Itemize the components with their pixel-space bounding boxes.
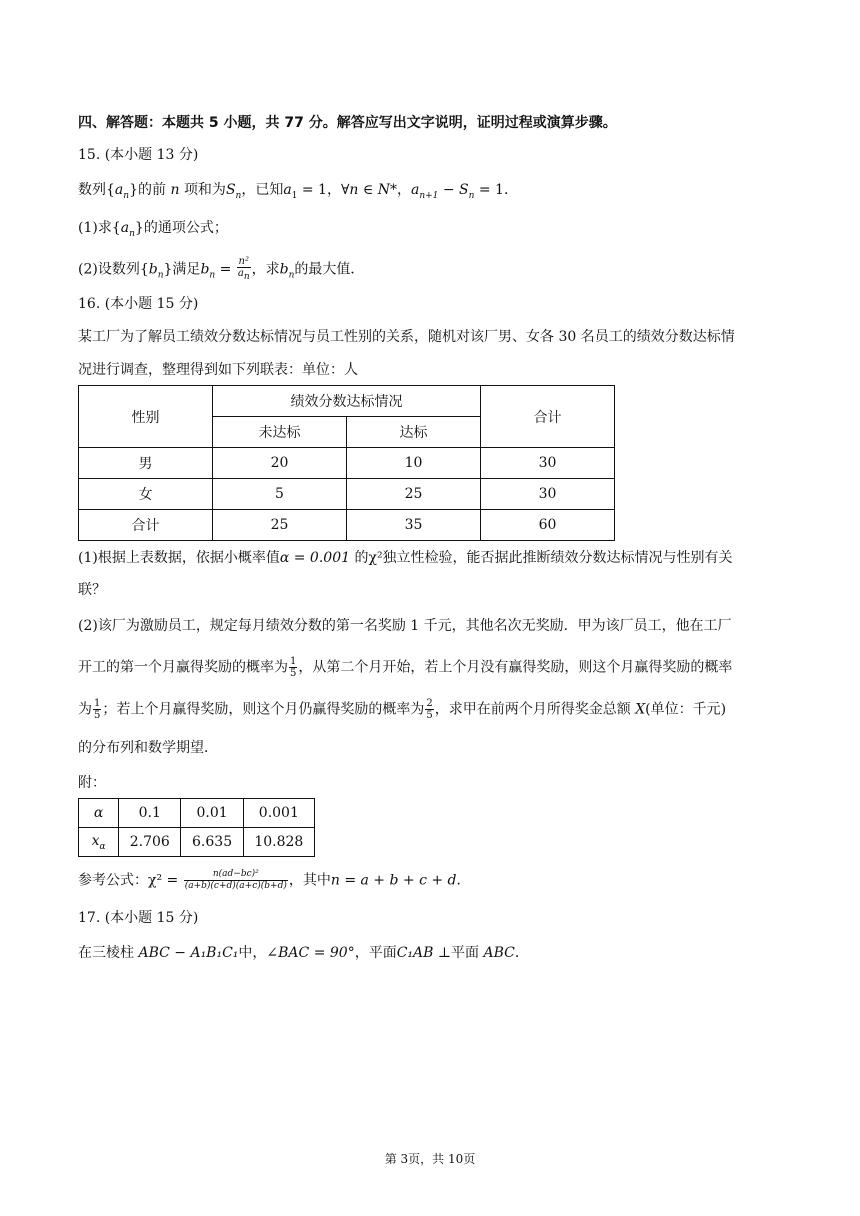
- q15-fraction: $\frac{\text{n²}}{a_n}$: [237, 256, 250, 282]
- q16-part2-line1: (2)该厂为激励员工，规定每月绩效分数的第一名奖励 1 千元，其他名次无奖励．甲为该厂员工，他在工厂: [78, 618, 732, 634]
- header-not-met: 未达标: [213, 417, 347, 448]
- table-row: 合计 25 35 60: [79, 510, 615, 541]
- q16-part1-line1: (1)根据上表数据，依据小概率值α = 0.001 的χ²独立性检验，能否据此推断绩效分数达标情况与性别有关: [78, 550, 733, 566]
- q15-part1: (1)求$\{a_n\}$的通项公式；: [78, 220, 228, 239]
- table-row: $x_\alpha$ 2.706 6.635 10.828: [79, 828, 315, 857]
- q15-title: 15. (本小题 13 分): [78, 147, 199, 163]
- q16-title: 16. (本小题 15 分): [78, 296, 199, 312]
- table-row: α 0.1 0.01 0.001: [79, 799, 315, 828]
- contingency-table: [78, 385, 615, 541]
- page-footer: 第 3页，共 10页: [384, 1152, 476, 1166]
- reference-formula: 参考公式：χ² = $\frac{\text{n(ad−bc)²}}{(a+b)(c+d)(a+c)(b+d)}$ ，其中n = a + b + c + d．: [78, 869, 471, 891]
- header-performance: 绩效分数达标情况: [213, 386, 481, 417]
- q16-stem-line1: 某工厂为了解员工绩效分数达标情况与员工性别的关系，随机对该厂男、女各 30 名员工的绩效分数达标情: [78, 329, 735, 345]
- q17-stem: 在三棱柱 ABC − A₁B₁C₁中，∠BAC = 90°，平面C₁AB ⊥平面 ABC．: [78, 945, 529, 961]
- header-met: 达标: [347, 417, 481, 448]
- q16-part2-line3: 为 $\frac{1}{5}$ ；若上个月赢得奖励，则这个月仍赢得奖励的概率为 $\frac{2}{5}$ ，求甲在前两个月所得奖金总额 X(单位：千元): [78, 698, 727, 721]
- header-gender: 性别: [79, 386, 213, 448]
- critical-values-table: [78, 798, 315, 857]
- header-total: 合计: [481, 386, 615, 448]
- q16-stem-line2: 况进行调查，整理得到如下列联表：单位：人: [78, 362, 358, 378]
- q17-title: 17. (本小题 15 分): [78, 910, 199, 926]
- q16-part1-line2: 联？: [78, 582, 106, 598]
- table-row: 男 20 10 30: [79, 448, 615, 479]
- q15-part2: (2)设数列$\{b_n\}$满足$b_n$ = $\frac{\text{n²}}{a_n}$ ，求$b_n$的最大值．: [78, 256, 365, 282]
- q16-part2-line4: 的分布列和数学期望．: [78, 740, 218, 756]
- appendix-label: 附：: [78, 775, 106, 791]
- table-row: 女 5 25 30: [79, 479, 615, 510]
- q15-stem: 数列$\{a_n\}$的前 n 项和为$S_n$，已知$a_1 = 1$，∀n ∈ N*，$a_{n+1} - S_n = 1$．: [78, 182, 518, 201]
- q16-part2-line2: 开工的第一个月赢得奖励的概率为 $\frac{1}{5}$ ，从第二个月开始，若上个月没有赢得奖励，则这个月赢得奖励的概率: [78, 656, 733, 679]
- section-header: 四、解答题：本题共 5 小题，共 77 分。解答应写出文字说明，证明过程或演算步骤。: [78, 115, 617, 131]
